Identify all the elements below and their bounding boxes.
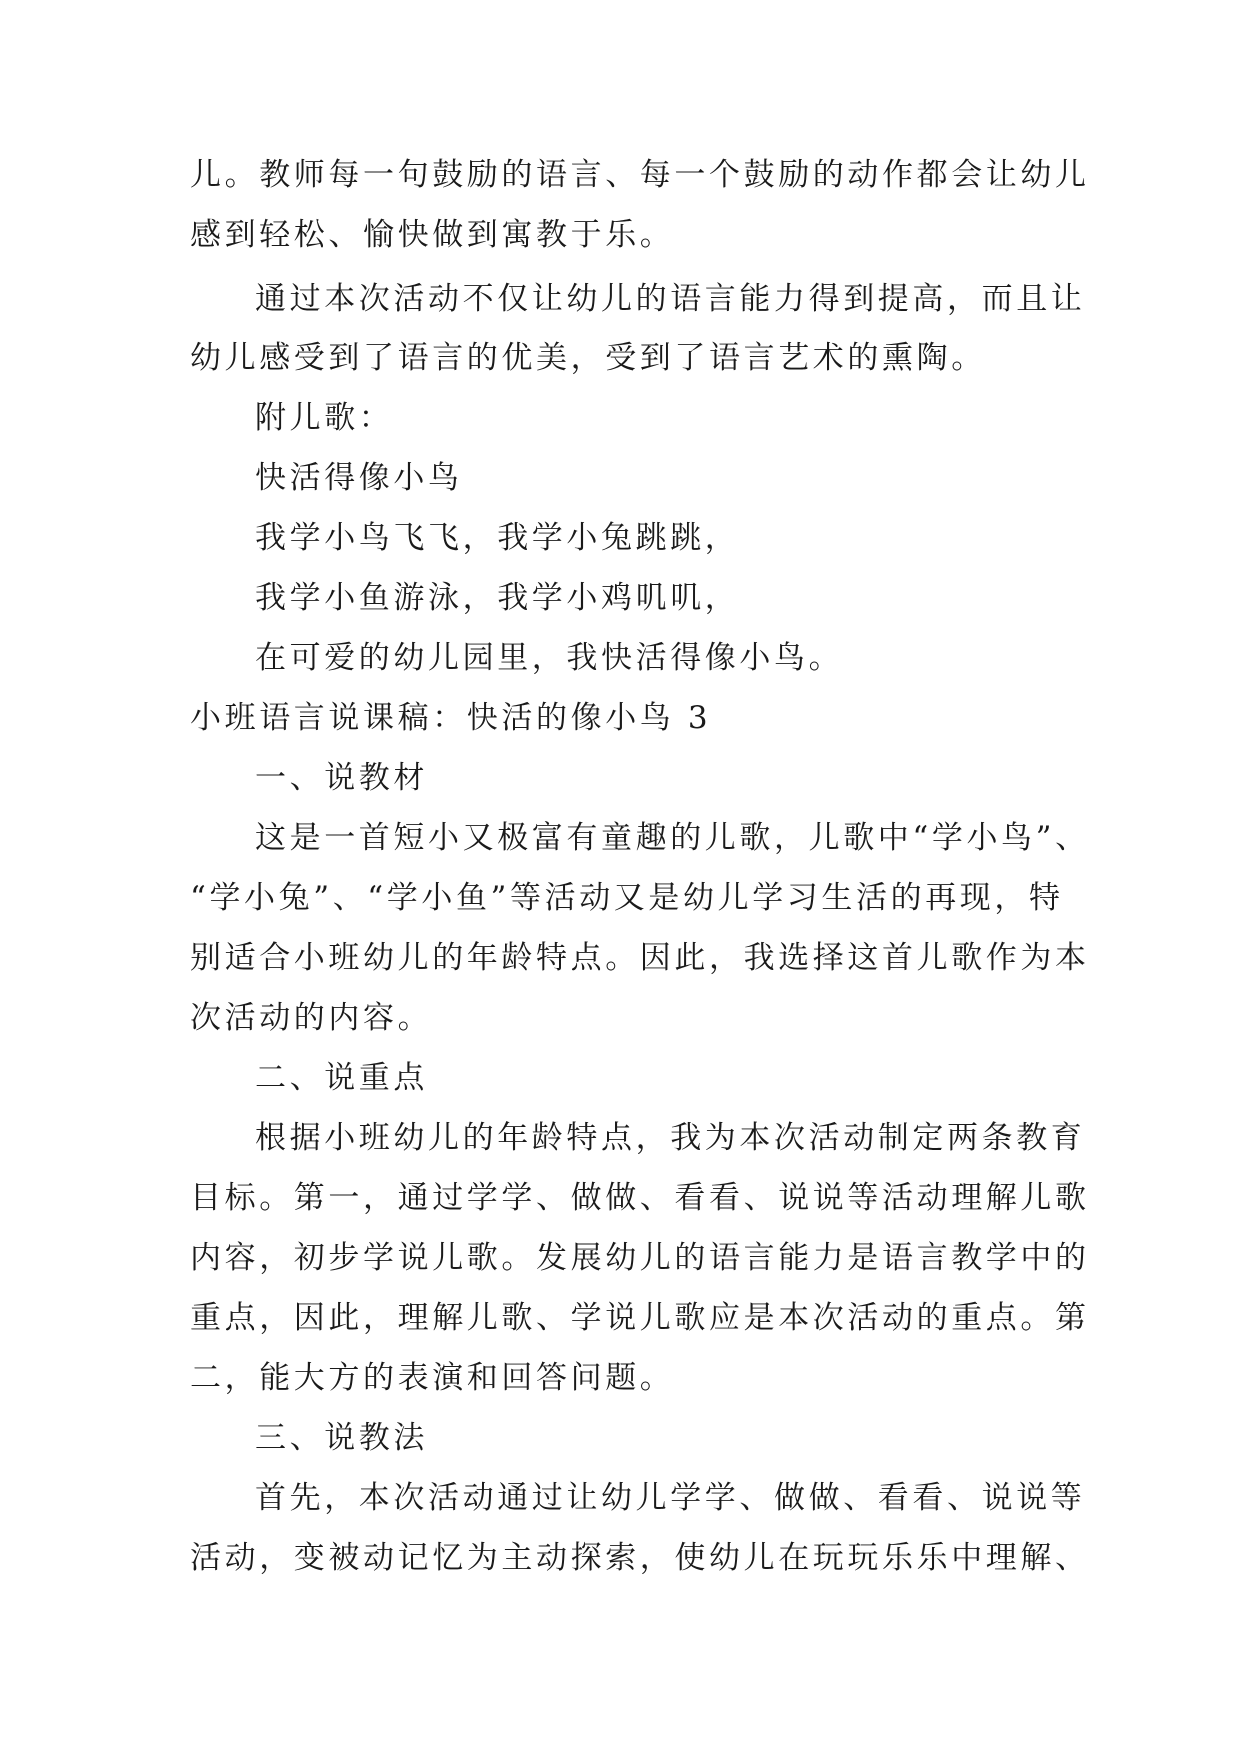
poem-line: 我学小鸟飞飞，我学小兔跳跳，: [255, 520, 740, 556]
paragraph-line: 感到轻松、愉快做到寓教于乐。: [190, 217, 675, 253]
paragraph-line: 根据小班幼儿的年龄特点，我为本次活动制定两条教育: [255, 1120, 1086, 1156]
paragraph-line: “学小兔”、“学小鱼”等活动又是幼儿学习生活的再现，特: [190, 880, 1064, 916]
paragraph-line: 活动，变被动记忆为主动探索，使幼儿在玩玩乐乐中理解、: [190, 1540, 1090, 1576]
paragraph-line: 次活动的内容。: [190, 1000, 433, 1036]
poem-title: 快活得像小鸟: [255, 460, 463, 496]
paragraph-line: 二，能大方的表演和回答问题。: [190, 1360, 675, 1396]
poem-line: 在可爱的幼儿园里，我快活得像小鸟。: [255, 640, 844, 676]
paragraph-line: 别适合小班幼儿的年龄特点。因此，我选择这首儿歌作为本: [190, 940, 1090, 976]
paragraph-line: 目标。第一，通过学学、做做、看看、说说等活动理解儿歌: [190, 1180, 1090, 1216]
paragraph-line: 首先，本次活动通过让幼儿学学、做做、看看、说说等: [255, 1480, 1086, 1516]
paragraph-line: 重点，因此，理解儿歌、学说儿歌应是本次活动的重点。第: [190, 1300, 1090, 1336]
paragraph-line: 通过本次活动不仅让幼儿的语言能力得到提高，而且让: [255, 281, 1086, 317]
section-title: 小班语言说课稿：快活的像小鸟 3: [190, 700, 712, 736]
poem-intro: 附儿歌：: [255, 400, 394, 436]
section-heading: 二、说重点: [255, 1060, 428, 1096]
section-heading: 三、说教法: [255, 1420, 428, 1456]
paragraph-line: 幼儿感受到了语言的优美，受到了语言艺术的熏陶。: [190, 340, 986, 376]
paragraph-line: 儿。教师每一句鼓励的语言、每一个鼓励的动作都会让幼儿: [190, 157, 1090, 193]
section-heading: 一、说教材: [255, 760, 428, 796]
paragraph-line: 这是一首短小又极富有童趣的儿歌，儿歌中“学小鸟”、: [255, 820, 1090, 856]
poem-line: 我学小鱼游泳，我学小鸡叽叽，: [255, 580, 740, 616]
paragraph-line: 内容，初步学说儿歌。发展幼儿的语言能力是语言教学中的: [190, 1240, 1090, 1276]
